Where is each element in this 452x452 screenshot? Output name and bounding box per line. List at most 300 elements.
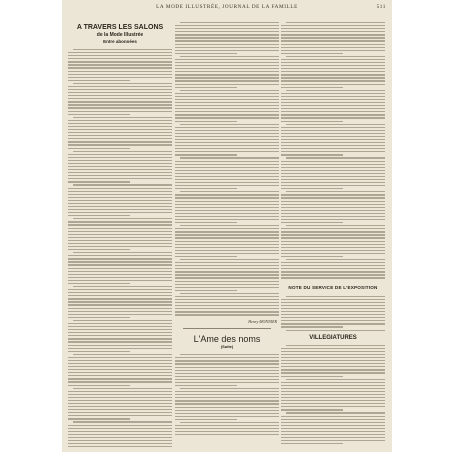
text-line [68, 200, 172, 201]
text-line [281, 314, 385, 315]
text-line [281, 262, 385, 263]
text-line [281, 394, 385, 395]
text-line [68, 52, 172, 53]
text-line [68, 237, 172, 238]
text-line [175, 164, 279, 165]
text-line [175, 161, 279, 162]
text-line [180, 259, 279, 260]
text-line [68, 58, 172, 59]
text-line [175, 391, 279, 392]
text-line [281, 234, 385, 235]
text-line [281, 244, 385, 245]
text-line [68, 292, 172, 293]
text-line [175, 105, 279, 106]
text-line [68, 148, 130, 149]
text-line [68, 194, 172, 195]
text-line [281, 416, 385, 417]
text-line [180, 422, 279, 423]
text-line [68, 378, 172, 379]
text-line [68, 437, 172, 438]
text-line [175, 216, 279, 217]
text-line [281, 74, 385, 75]
text-line [73, 252, 172, 253]
text-line [180, 22, 279, 23]
text-line [68, 249, 130, 250]
text-line [68, 409, 172, 410]
text-line [175, 290, 237, 291]
text-line [281, 391, 385, 392]
text-line [68, 295, 172, 296]
text-line [68, 351, 130, 352]
text-line [180, 124, 279, 125]
text-line [281, 197, 385, 198]
text-line [175, 34, 279, 35]
text-line [175, 308, 279, 309]
text-line [281, 87, 343, 88]
text-line [68, 341, 172, 342]
text-line [68, 89, 172, 90]
text-line [73, 354, 172, 355]
text-line [175, 87, 237, 88]
text-line [281, 228, 385, 229]
text-line [281, 409, 343, 410]
text-line [68, 406, 172, 407]
text-line [68, 418, 130, 419]
text-line [281, 428, 385, 429]
text-line [175, 228, 279, 229]
text-line [68, 381, 172, 382]
text-line [175, 376, 279, 377]
text-line [175, 74, 279, 75]
text-line [281, 302, 385, 303]
text-line [68, 366, 172, 367]
article-text-block [281, 345, 385, 445]
text-line [281, 121, 343, 122]
text-line [281, 354, 385, 355]
text-line [281, 320, 385, 321]
page-header [68, 4, 386, 14]
text-line [180, 56, 279, 57]
text-line [281, 317, 385, 318]
text-line [175, 148, 279, 149]
text-line [68, 86, 172, 87]
text-line [68, 188, 172, 189]
text-line [281, 80, 385, 81]
text-line [68, 397, 172, 398]
text-line [281, 241, 385, 242]
text-line [68, 391, 172, 392]
divider [183, 328, 271, 329]
text-line [68, 135, 172, 136]
text-line [175, 142, 279, 143]
article-text-block [175, 22, 279, 316]
text-line [175, 370, 279, 371]
text-line [281, 207, 385, 208]
text-line [68, 64, 172, 65]
text-line [281, 431, 385, 432]
text-line [281, 37, 385, 38]
text-line [175, 194, 279, 195]
text-line [281, 71, 385, 72]
article-text-block [68, 49, 172, 447]
text-line [175, 207, 279, 208]
text-line [281, 308, 385, 309]
text-line [68, 114, 130, 115]
text-line [281, 326, 343, 327]
text-line [68, 181, 130, 182]
text-line [281, 425, 385, 426]
text-line [68, 191, 172, 192]
text-line [281, 105, 385, 106]
text-line [175, 265, 279, 266]
text-line [286, 124, 385, 125]
text-line [286, 379, 385, 380]
text-line [281, 222, 343, 223]
text-line [281, 102, 385, 103]
text-line [68, 215, 130, 216]
text-line [68, 129, 172, 130]
text-line [68, 283, 130, 284]
text-line [175, 385, 237, 386]
text-line [68, 175, 172, 176]
text-line [68, 104, 172, 105]
text-line [73, 320, 172, 321]
text-line [281, 31, 385, 32]
text-line [175, 31, 279, 32]
text-line [175, 176, 279, 177]
text-line [281, 204, 385, 205]
text-line [175, 222, 237, 223]
text-line [281, 176, 385, 177]
text-line [281, 84, 385, 85]
text-line [281, 311, 385, 312]
text-line [68, 258, 172, 259]
text-line [175, 139, 279, 140]
text-line [175, 130, 279, 131]
text-line [68, 120, 172, 121]
text-line [286, 259, 385, 260]
text-line [68, 141, 172, 142]
text-line [175, 431, 279, 432]
text-line [68, 98, 172, 99]
text-line [68, 166, 172, 167]
text-line [281, 422, 385, 423]
text-line [175, 71, 279, 72]
text-line [68, 67, 172, 68]
text-line [281, 40, 385, 41]
text-line [281, 142, 385, 143]
text-line [175, 234, 279, 235]
text-line [68, 314, 172, 315]
text-line [175, 108, 279, 109]
text-line [175, 299, 279, 300]
newspaper-page [62, 0, 392, 452]
text-line [68, 221, 172, 222]
text-line [175, 367, 279, 368]
text-line [281, 179, 385, 180]
text-line [68, 311, 172, 312]
text-line [175, 53, 237, 54]
text-line [175, 360, 279, 361]
text-line [286, 157, 385, 158]
text-line [175, 256, 237, 257]
text-line [180, 388, 279, 389]
text-line [175, 167, 279, 168]
text-line [281, 164, 385, 165]
text-line [281, 25, 385, 26]
text-line [73, 388, 172, 389]
text-line [281, 188, 343, 189]
text-line [281, 50, 385, 51]
text-line [281, 111, 385, 112]
text-line [175, 111, 279, 112]
text-line [281, 369, 385, 370]
text-line [68, 268, 172, 269]
text-line [73, 83, 172, 84]
column-1 [68, 22, 172, 450]
text-line [68, 224, 172, 225]
text-line [175, 281, 279, 282]
text-line [175, 284, 279, 285]
text-line [175, 173, 279, 174]
column-2 [175, 22, 279, 438]
text-line [175, 25, 279, 26]
text-line [281, 351, 385, 352]
text-line [68, 375, 172, 376]
text-line [175, 80, 279, 81]
text-line [175, 151, 279, 152]
text-line [286, 90, 385, 91]
text-line [281, 397, 385, 398]
text-line [68, 403, 172, 404]
text-line [175, 434, 279, 435]
text-line [281, 403, 385, 404]
text-line [281, 108, 385, 109]
text-line [68, 271, 172, 272]
text-line [68, 261, 172, 262]
text-line [175, 237, 279, 238]
text-line [286, 412, 385, 413]
text-line [281, 419, 385, 420]
text-line [281, 161, 385, 162]
text-line [68, 428, 172, 429]
text-line [286, 22, 385, 23]
article-text-block [175, 354, 279, 435]
text-line [281, 277, 385, 278]
text-line [175, 37, 279, 38]
text-line [281, 216, 385, 217]
text-line [175, 102, 279, 103]
text-line [281, 68, 385, 69]
text-line [175, 413, 279, 414]
text-line [175, 416, 279, 417]
text-line [281, 323, 385, 324]
text-line [68, 385, 130, 386]
text-line [281, 388, 385, 389]
text-line [175, 253, 279, 254]
text-line [175, 68, 279, 69]
text-line [68, 446, 172, 447]
text-line [68, 209, 172, 210]
text-line [175, 59, 279, 60]
text-line [281, 93, 385, 94]
text-line [175, 274, 279, 275]
text-line [281, 299, 385, 300]
text-line [175, 201, 279, 202]
text-line [281, 437, 385, 438]
text-line [68, 369, 172, 370]
text-line [281, 219, 385, 220]
text-line [68, 243, 172, 244]
text-line [180, 90, 279, 91]
text-line [68, 228, 172, 229]
text-line [281, 348, 385, 349]
text-line [68, 434, 172, 435]
text-line [68, 304, 172, 305]
text-line [281, 194, 385, 195]
section-title: VILLEGIATURES [309, 334, 357, 341]
text-line [281, 133, 385, 134]
text-line [68, 111, 172, 112]
text-line [281, 237, 385, 238]
text-line [175, 204, 279, 205]
text-line [281, 65, 385, 66]
text-line [68, 280, 172, 281]
text-line [68, 274, 172, 275]
text-line [281, 305, 385, 306]
text-line [73, 49, 172, 50]
text-line [175, 197, 279, 198]
text-line [281, 376, 343, 377]
text-line [68, 240, 172, 241]
text-line [68, 77, 172, 78]
text-line [73, 117, 172, 118]
text-line [175, 47, 279, 48]
text-line [286, 56, 385, 57]
text-line [175, 394, 279, 395]
text-line [68, 101, 172, 102]
text-line [68, 289, 172, 290]
text-line [175, 302, 279, 303]
text-line [68, 197, 172, 198]
column-3 [281, 22, 385, 447]
text-line [281, 185, 385, 186]
text-line [281, 268, 385, 269]
text-line [175, 271, 279, 272]
text-line [68, 348, 172, 349]
text-line [281, 213, 385, 214]
text-line [68, 443, 172, 444]
text-line [68, 394, 172, 395]
text-line [281, 231, 385, 232]
text-line [175, 287, 279, 288]
text-line [68, 126, 172, 127]
text-line [281, 139, 385, 140]
text-line [281, 53, 343, 54]
text-line [68, 92, 172, 93]
text-line [175, 403, 279, 404]
text-line [175, 314, 279, 315]
text-line [68, 138, 172, 139]
text-line [281, 77, 385, 78]
text-line [175, 305, 279, 306]
text-line [175, 96, 279, 97]
text-line [281, 136, 385, 137]
text-line [68, 326, 172, 327]
text-line [175, 428, 279, 429]
text-line [281, 434, 385, 435]
text-line [281, 265, 385, 266]
text-line [68, 338, 172, 339]
text-line [281, 372, 385, 373]
section-subtitle: (Suite) [220, 344, 234, 350]
text-line [175, 28, 279, 29]
text-line [68, 172, 172, 173]
text-line [68, 332, 172, 333]
text-line [281, 114, 385, 115]
text-line [68, 154, 172, 155]
article-subtitle: de la Mode Illustrée [96, 32, 144, 38]
text-line [68, 440, 172, 441]
article-title: A TRAVERS LES SALONS [76, 24, 164, 31]
text-line [281, 357, 385, 358]
text-line [73, 151, 172, 152]
text-line [68, 212, 172, 213]
text-line [68, 298, 172, 299]
text-line [180, 157, 279, 158]
text-line [281, 173, 385, 174]
text-line [175, 114, 279, 115]
text-line [281, 99, 385, 100]
text-line [281, 145, 385, 146]
text-line [281, 148, 385, 149]
text-line [68, 335, 172, 336]
text-line [68, 345, 172, 346]
text-line [175, 84, 279, 85]
text-line [68, 415, 172, 416]
text-line [175, 170, 279, 171]
text-line [286, 296, 385, 297]
text-line [281, 170, 385, 171]
text-line [175, 99, 279, 100]
text-line [281, 256, 343, 257]
text-line [175, 93, 279, 94]
text-line [68, 123, 172, 124]
text-line [175, 231, 279, 232]
text-line [68, 246, 172, 247]
text-line [281, 44, 385, 45]
article-text-block [281, 296, 385, 331]
text-line [175, 379, 279, 380]
text-line [175, 121, 237, 122]
text-line [175, 363, 279, 364]
text-line [175, 210, 279, 211]
text-line [281, 400, 385, 401]
text-line [175, 182, 279, 183]
text-line [175, 268, 279, 269]
text-line [68, 425, 172, 426]
text-line [68, 317, 130, 318]
text-line [73, 184, 172, 185]
text-line [68, 178, 172, 179]
text-line [175, 419, 237, 420]
text-line [175, 145, 279, 146]
text-line [281, 385, 385, 386]
text-line [175, 244, 279, 245]
text-line [68, 132, 172, 133]
text-line [68, 301, 172, 302]
text-line [68, 80, 130, 81]
